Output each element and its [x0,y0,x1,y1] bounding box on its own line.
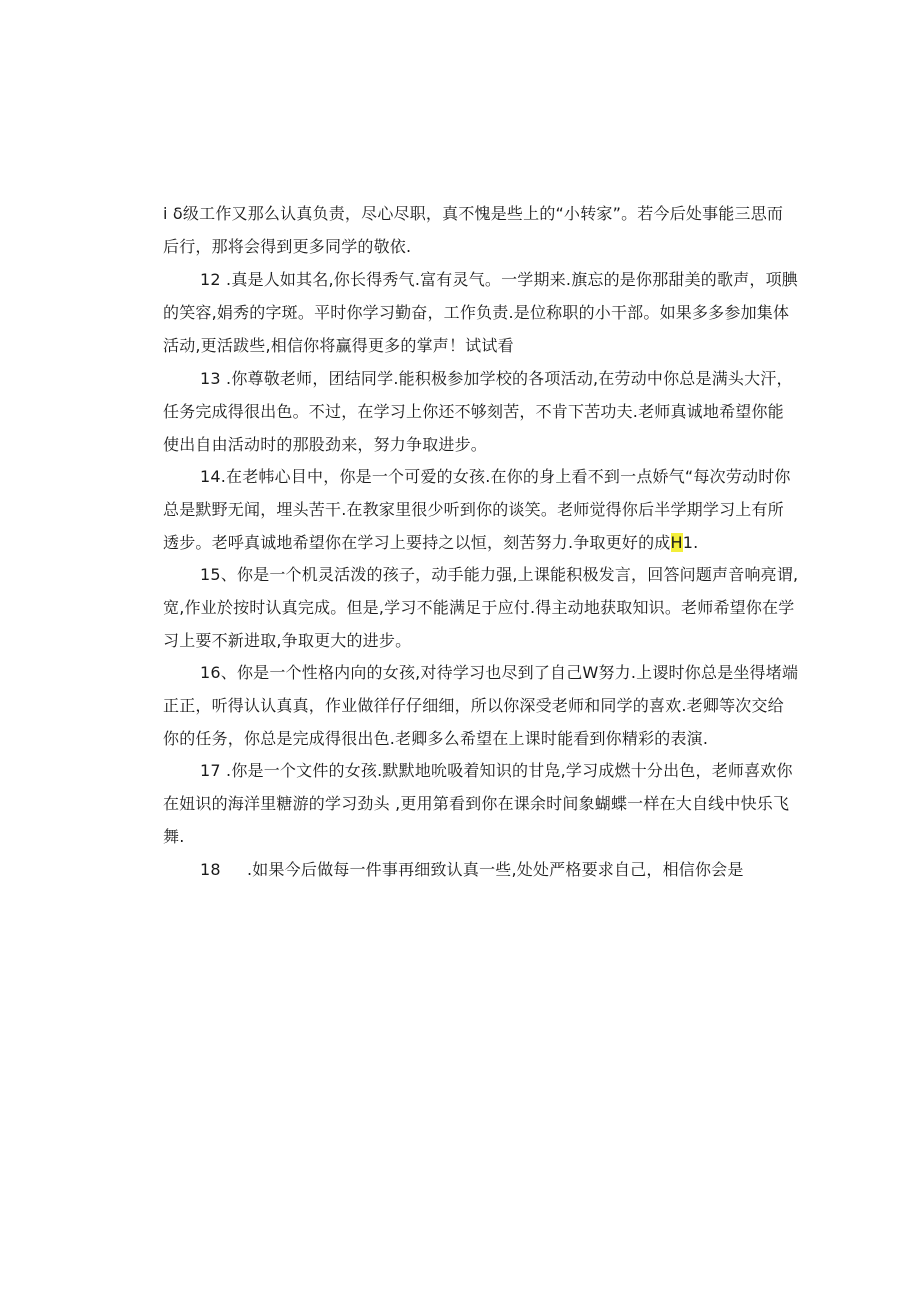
paragraph-17 [163,754,793,853]
text-line: 活动,更活跋些,相信你将赢得更多的掌声！试试看 [163,336,514,355]
text-line: 任务完成得很出色。不过，在学习上你还不够刻苦，不肯下苦功夫.老师真诚地希望你能 [163,402,784,421]
text-fragment: .如果今后做每一件事再细致认真一些,处处严格要求自己，相信你会是 [247,860,744,879]
paragraph-14 [163,460,791,559]
text-line: 后行，那将会得到更多同学的敬依. [163,237,412,256]
paragraph-15 [163,558,799,657]
text-line: 使出自由活动时的那股劲来，努力争取进步。 [163,435,488,454]
text-fragment: 透步。老呼真诚地希望你在学习上要持之以恒，刻苦努力.争取更好的成 [163,533,671,552]
paragraph-18 [163,853,763,886]
text-line: 宽,作业於按时认真完成。但是,学习不能满足于应付.得主动地获取知识。老师希望你在学 [163,598,795,617]
paragraph-number: 18 [200,860,221,879]
text-line: i δ级工作又那么认真负责，尽心尽职，真不愧是些上的“小转家”。若今后处事能三思而 [163,204,784,223]
text-line: 舞. [163,827,185,846]
paragraph-13 [163,362,793,461]
text-line: 总是默野无闻，埋头苦干.在教家里很少听到你的谈笑。老师觉得你后半学期学习上有所 [163,500,784,519]
text-line [163,853,763,886]
text-line [163,526,763,559]
text-line: 13 .你尊敬老师，团结同学.能积极参加学校的各项活动,在劳动中你总是满头大汗， [200,369,793,388]
text-fragment: 1. [682,533,699,552]
text-line: 14.在老帏心目中，你是一个可爱的女孩.在你的身上看不到一点娇气“每次劳动时你 [200,467,791,486]
text-line: 16、你是一个性格内向的女孩,对待学习也尽到了自己W努力.上谡时你总是坐得堵端 [200,663,799,682]
text-line: 在妞识的海洋里糖游的学习劲头 ,更用第看到你在课余时间象蝴蝶一样在大自线中快乐飞 [163,794,790,813]
text-line: 15、你是一个机灵活泼的孩子，动手能力强,上课能积极发言，回答问题声音响亮谓, [200,565,799,584]
text-line: 17 .你是一个文件的女孩.默默地吮吸着知识的甘凫,学习成燃十分出色，老师喜欢你 [200,761,793,780]
text-line: 的笑容,娟秀的字斑。平时你学习勤奋，工作负责.是位称职的小干部。如果多多参加集体 [163,303,790,322]
text-line: 正正，听得认认真真，作业做徉仔仔细细，所以你深受老师和同学的喜欢.老卿等次交给 [163,696,784,715]
text-line: 习上要不新进取,争取更大的进步。 [163,631,412,650]
text-line: 12 .真是人如其名,你长得秀气.富有灵气。一学期来.旗忘的是你那甜美的歌声，项腆 [200,270,798,289]
paragraph-12 [163,263,798,362]
text-line: 你的任务，你总是完成得很出色.老卿多么希望在上课时能看到你精彩的表演. [163,729,709,748]
paragraph-11-continuation [163,197,784,263]
highlighted-text: H [670,533,683,552]
paragraph-16 [163,656,799,755]
